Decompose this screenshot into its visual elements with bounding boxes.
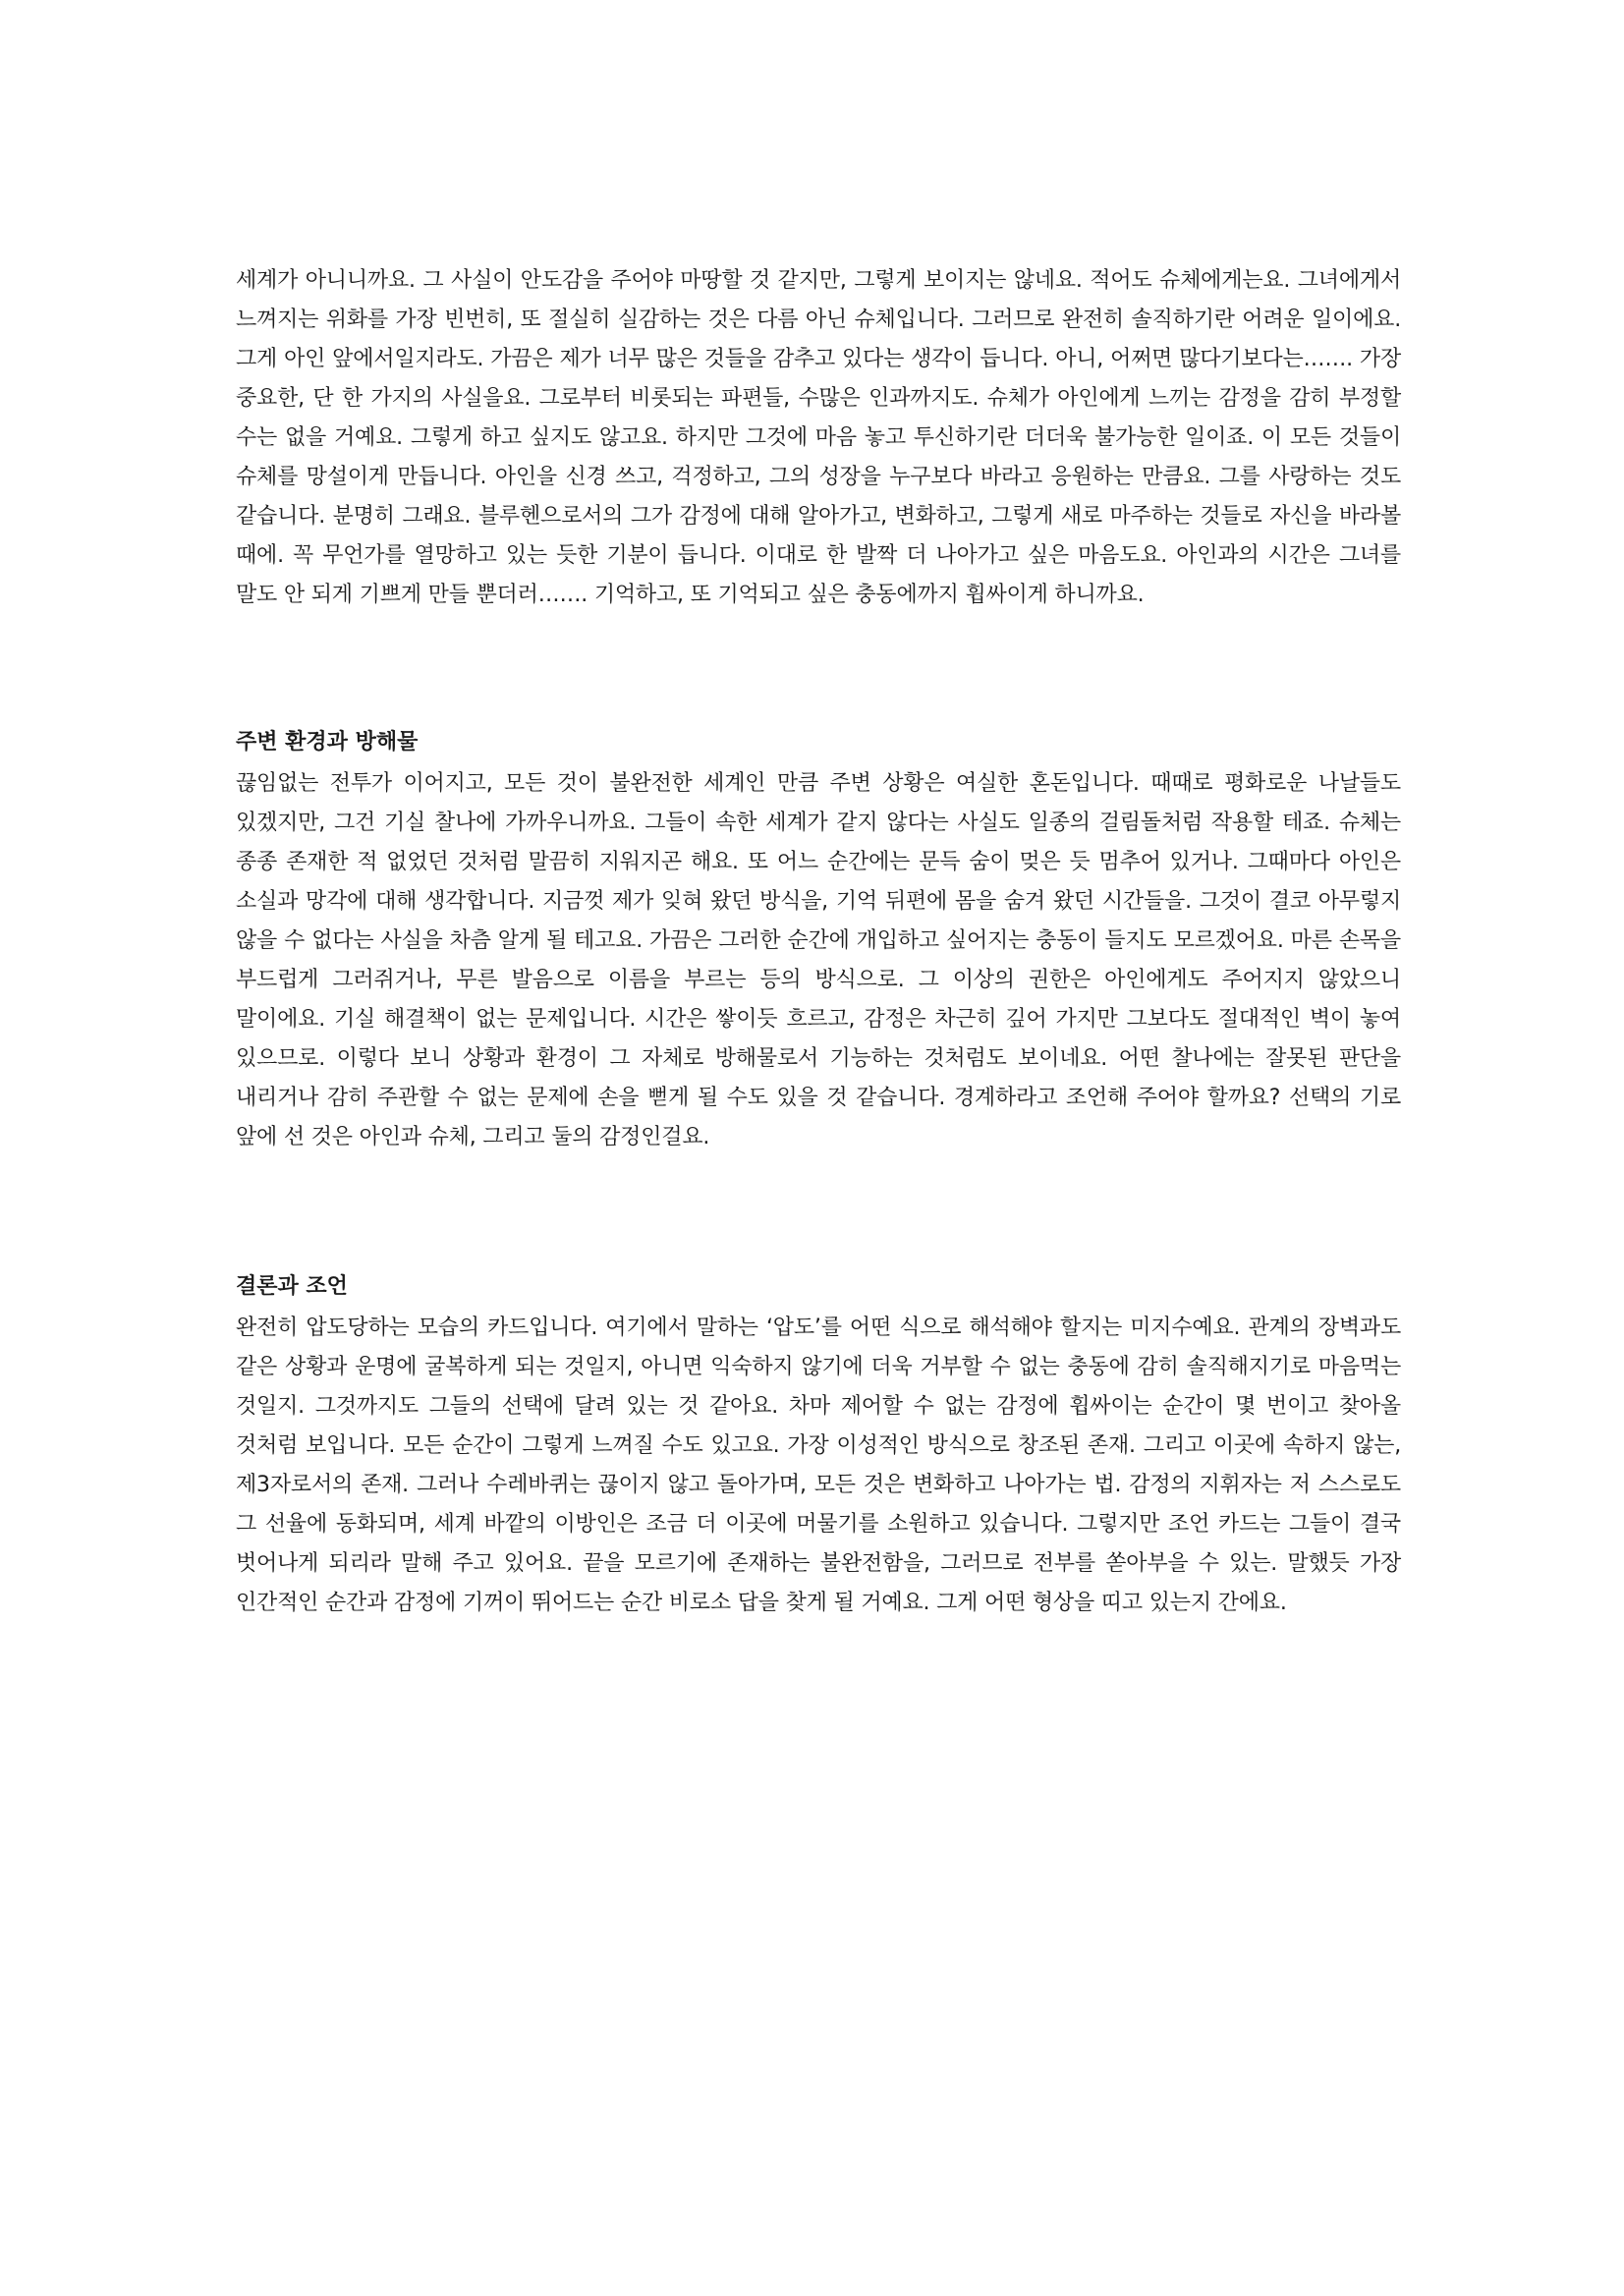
section-heading-environment: 주변 환경과 방해물 (236, 730, 419, 755)
section-heading-conclusion: 결론과 조언 (236, 1274, 348, 1299)
intro-paragraph: 세계가 아니니까요. 그 사실이 안도감을 주어야 마땅할 것 같지만, 그렇게 보이지는 않네요. 적어도 슈체에게는요. 그녀에게서 느껴지는 위화를 가장 빈번히, 또 절실히 실감하는 것은 다름 아닌 슈체입니다. 그러므로 완전히 솔직하기란 어려운 일이에요. 그게 아인 앞에서일지라도. 가끔은 제가 너무 많은 것들을 감추고 있다는 생각이 듭니다. 아니, 어쩌면 많다기보다는……. 가장 중요한, 단 한 가지의 사실을요. 그로부터 비롯되는 파편들, 수많은 인과까지도. 슈체가 아인에게 느끼는 감정을 감히 부정할 수는 없을 거예요. 그렇게 하고 싶지도 않고요. 하지만 그것에 마음 놓고 투신하기란 더더욱 불가능한 일이죠. 이 모든 것들이 슈체를 망설이게 만듭니다. 아인을 신경 쓰고, 걱정하고, 그의 성장을 누구보다 바라고 응원하는 만큼요. 그를 사랑하는 것도 같습니다. 분명히 그래요. 블루헨으로서의 그가 감정에 대해 알아가고, 변화하고, 그렇게 새로 마주하는 것들로 자신을 바라볼 때에. 꼭 무언가를 열망하고 있는 듯한 기분이 듭니다. 이대로 한 발짝 더 나아가고 싶은 마음도요. 아인과의 시간은 그녀를 말도 안 되게 기쁘게 만들 뿐더러……. 기억하고, 또 기억되고 싶은 충동에까지 휩싸이게 하니까요. (236, 268, 1401, 607)
section-paragraph-conclusion: 완전히 압도당하는 모습의 카드입니다. 여기에서 말하는 ‘압도’를 어떤 식으로 해석해야 할지는 미지수예요. 관계의 장벽과도 같은 상황과 운명에 굴복하게 되는 것일지, 아니면 익숙하지 않기에 더욱 거부할 수 없는 충동에 감히 솔직해지기로 마음먹는 것일지. 그것까지도 그들의 선택에 달려 있는 것 같아요. 차마 제어할 수 없는 감정에 휩싸이는 순간이 몇 번이고 찾아올 것처럼 보입니다. 모든 순간이 그렇게 느껴질 수도 있고요. 가장 이성적인 방식으로 창조된 존재. 그리고 이곳에 속하지 않는, 제3자로서의 존재. 그러나 수레바퀴는 끊이지 않고 돌아가며, 모든 것은 변화하고 나아가는 법. 감정의 지휘자는 저 스스로도 그 선율에 동화되며, 세계 바깥의 이방인은 조금 더 이곳에 머물기를 소원하고 있습니다. 그렇지만 조언 카드는 그들이 결국 벗어나게 되리라 말해 주고 있어요. 끝을 모르기에 존재하는 불완전함을, 그러므로 전부를 쏟아부을 수 있는. 말했듯 가장 인간적인 순간과 감정에 기꺼이 뛰어드는 순간 비로소 답을 찾게 될 거예요. 그게 어떤 형상을 띠고 있는지 간에요. (236, 1316, 1401, 1615)
section-paragraph-environment: 끊임없는 전투가 이어지고, 모든 것이 불완전한 세계인 만큼 주변 상황은 여실한 혼돈입니다. 때때로 평화로운 나날들도 있겠지만, 그건 기실 찰나에 가까우니까요. 그들이 속한 세계가 같지 않다는 사실도 일종의 걸림돌처럼 작용할 테죠. 슈체는 종종 존재한 적 없었던 것처럼 말끔히 지워지곤 해요. 또 어느 순간에는 문득 숨이 멎은 듯 멈추어 있거나. 그때마다 아인은 소실과 망각에 대해 생각합니다. 지금껏 제가 잊혀 왔던 방식을, 기억 뒤편에 몸을 숨겨 왔던 시간들을. 그것이 결코 아무렇지 않을 수 없다는 사실을 차츰 알게 될 테고요. 가끔은 그러한 순간에 개입하고 싶어지는 충동이 들지도 모르겠어요. 마른 손목을 부드럽게 그러쥐거나, 무른 발음으로 이름을 부르는 등의 방식으로. 그 이상의 권한은 아인에게도 주어지지 않았으니 말이에요. 기실 해결책이 없는 문제입니다. 시간은 쌓이듯 흐르고, 감정은 차근히 깊어 가지만 그보다도 절대적인 벽이 놓여 있으므로. 이렇다 보니 상황과 환경이 그 자체로 방해물로서 기능하는 것처럼도 보이네요. 어떤 찰나에는 잘못된 판단을 내리거나 감히 주관할 수 없는 문제에 손을 뻗게 될 수도 있을 것 같습니다. 경계하라고 조언해 주어야 할까요? 선택의 기로 앞에 선 것은 아인과 슈체, 그리고 둘의 감정인걸요. (236, 771, 1401, 1149)
intro-block (236, 261, 1401, 615)
document-page (236, 261, 1401, 1623)
section-conclusion (236, 1267, 1401, 1623)
section-environment (236, 723, 1401, 1157)
